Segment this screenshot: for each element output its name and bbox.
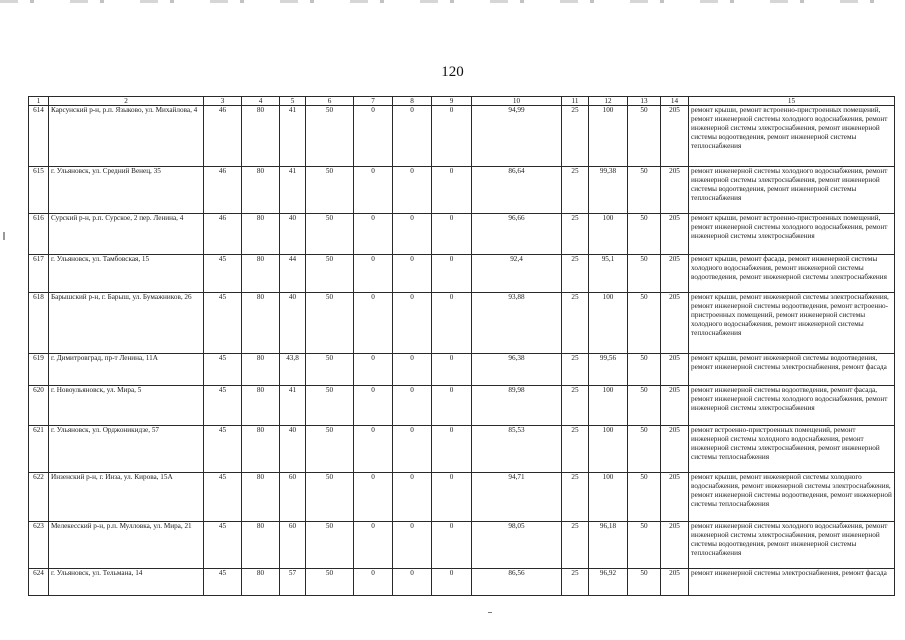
scan-edge-mark <box>3 232 5 240</box>
column-header: 3 <box>204 97 242 106</box>
value-cell: 50 <box>306 293 354 354</box>
value-cell: 25 <box>562 106 589 167</box>
value-cell: 25 <box>562 255 589 293</box>
value-cell: 25 <box>562 167 589 214</box>
value-cell: 50 <box>628 386 661 426</box>
address-cell: Инзенский р-н, г. Инза, ул. Кирова, 15А <box>49 473 204 522</box>
value-cell: 50 <box>306 522 354 569</box>
value-cell: 50 <box>306 214 354 255</box>
table-row <box>29 386 895 426</box>
works-cell: ремонт инженерной системы электроснабжения, ремонт фасада <box>689 569 895 596</box>
value-cell: 50 <box>306 167 354 214</box>
table-row <box>29 354 895 386</box>
value-cell: 100 <box>589 293 628 354</box>
value-cell: 93,88 <box>472 293 562 354</box>
value-cell: 94,71 <box>472 473 562 522</box>
column-header: 10 <box>472 97 562 106</box>
address-cell: г. Ульяновск, ул. Тельмана, 14 <box>49 569 204 596</box>
value-cell: 25 <box>562 293 589 354</box>
value-cell: 99,56 <box>589 354 628 386</box>
column-header: 5 <box>280 97 306 106</box>
value-cell: 40 <box>280 293 306 354</box>
works-cell: ремонт крыши, ремонт встроенно-пристроенных помещений, ремонт инженерной системы холодного водоснабжения, ремонт инженерной системы электроснабжения <box>689 214 895 255</box>
column-header: 13 <box>628 97 661 106</box>
value-cell: 25 <box>562 354 589 386</box>
value-cell: 50 <box>628 167 661 214</box>
value-cell: 80 <box>242 522 280 569</box>
value-cell: 80 <box>242 354 280 386</box>
value-cell: 0 <box>393 255 432 293</box>
value-cell: 0 <box>354 255 393 293</box>
value-cell: 80 <box>242 569 280 596</box>
value-cell: 50 <box>628 426 661 473</box>
value-cell: 57 <box>280 569 306 596</box>
value-cell: 25 <box>562 522 589 569</box>
address-cell: Барышский р-н, г. Барыш, ул. Бумажников, 26 <box>49 293 204 354</box>
value-cell: 95,1 <box>589 255 628 293</box>
value-cell: 205 <box>661 293 689 354</box>
value-cell: 0 <box>432 426 472 473</box>
value-cell: 96,18 <box>589 522 628 569</box>
value-cell: 60 <box>280 473 306 522</box>
value-cell: 205 <box>661 473 689 522</box>
value-cell: 0 <box>432 473 472 522</box>
value-cell: 0 <box>432 354 472 386</box>
column-number-row <box>29 97 895 106</box>
value-cell: 0 <box>432 167 472 214</box>
value-cell: 0 <box>432 522 472 569</box>
address-cell: Сурский р-н, р.п. Сурское, 2 пер. Ленина, 4 <box>49 214 204 255</box>
works-cell: ремонт крыши, ремонт инженерной системы водоотведения, ремонт инженерной системы электроснабжения, ремонт фасада <box>689 354 895 386</box>
repair-registry-table <box>28 96 895 596</box>
column-header: 1 <box>29 97 49 106</box>
value-cell: 86,64 <box>472 167 562 214</box>
value-cell: 96,38 <box>472 354 562 386</box>
row-number: 623 <box>29 522 49 569</box>
value-cell: 0 <box>432 214 472 255</box>
value-cell: 44 <box>280 255 306 293</box>
value-cell: 25 <box>562 426 589 473</box>
value-cell: 92,4 <box>472 255 562 293</box>
value-cell: 0 <box>354 354 393 386</box>
value-cell: 50 <box>628 473 661 522</box>
value-cell: 0 <box>354 569 393 596</box>
value-cell: 45 <box>204 473 242 522</box>
value-cell: 45 <box>204 354 242 386</box>
value-cell: 0 <box>354 386 393 426</box>
scan-top-artifact <box>0 0 905 3</box>
value-cell: 205 <box>661 167 689 214</box>
value-cell: 50 <box>628 214 661 255</box>
value-cell: 0 <box>393 354 432 386</box>
value-cell: 50 <box>306 255 354 293</box>
value-cell: 25 <box>562 569 589 596</box>
row-number: 614 <box>29 106 49 167</box>
address-cell: г. Димитровград, пр-т Ленина, 11А <box>49 354 204 386</box>
value-cell: 60 <box>280 522 306 569</box>
works-cell: ремонт крыши, ремонт встроенно-пристроенных помещений, ремонт инженерной системы холодного водоснабжения, ремонт инженерной системы электроснабжения, ремонт инженерной системы водоотведения, ремонт инженерной системы теплоснабжения <box>689 106 895 167</box>
value-cell: 50 <box>306 386 354 426</box>
value-cell: 205 <box>661 214 689 255</box>
column-header: 15 <box>689 97 895 106</box>
value-cell: 50 <box>628 569 661 596</box>
value-cell: 0 <box>432 106 472 167</box>
value-cell: 205 <box>661 255 689 293</box>
value-cell: 45 <box>204 293 242 354</box>
value-cell: 205 <box>661 426 689 473</box>
row-number: 615 <box>29 167 49 214</box>
value-cell: 0 <box>393 293 432 354</box>
value-cell: 100 <box>589 106 628 167</box>
value-cell: 45 <box>204 426 242 473</box>
value-cell: 0 <box>393 106 432 167</box>
value-cell: 86,56 <box>472 569 562 596</box>
works-cell: ремонт встроенно-пристроенных помещений, ремонт инженерной системы холодного водоснабжения, ремонт инженерной системы электроснабжения, ремонт инженерной системы теплоснабжения <box>689 426 895 473</box>
value-cell: 50 <box>628 354 661 386</box>
value-cell: 41 <box>280 106 306 167</box>
value-cell: 0 <box>354 473 393 522</box>
works-cell: ремонт инженерной системы холодного водоснабжения, ремонт инженерной системы электроснабжения, ремонт инженерной системы водоотведения, ремонт инженерной системы теплоснабжения <box>689 167 895 214</box>
value-cell: 80 <box>242 473 280 522</box>
column-header: 7 <box>354 97 393 106</box>
row-number: 620 <box>29 386 49 426</box>
value-cell: 0 <box>354 522 393 569</box>
value-cell: 45 <box>204 522 242 569</box>
value-cell: 0 <box>393 214 432 255</box>
value-cell: 0 <box>393 167 432 214</box>
value-cell: 25 <box>562 473 589 522</box>
value-cell: 50 <box>628 106 661 167</box>
value-cell: 100 <box>589 386 628 426</box>
table-row <box>29 522 895 569</box>
value-cell: 0 <box>354 167 393 214</box>
value-cell: 0 <box>354 106 393 167</box>
address-cell: г. Новоульяновск, ул. Мира, 5 <box>49 386 204 426</box>
address-cell: г. Ульяновск, ул. Орджоникидзе, 57 <box>49 426 204 473</box>
value-cell: 0 <box>354 293 393 354</box>
value-cell: 41 <box>280 386 306 426</box>
value-cell: 0 <box>393 426 432 473</box>
value-cell: 100 <box>589 426 628 473</box>
works-cell: ремонт крыши, ремонт фасада, ремонт инженерной системы холодного водоснабжения, ремонт инженерной системы водоотведения, ремонт инженерной системы электроснабжения <box>689 255 895 293</box>
value-cell: 50 <box>306 426 354 473</box>
column-header: 6 <box>306 97 354 106</box>
value-cell: 50 <box>628 293 661 354</box>
value-cell: 80 <box>242 386 280 426</box>
value-cell: 45 <box>204 255 242 293</box>
value-cell: 0 <box>354 426 393 473</box>
value-cell: 80 <box>242 214 280 255</box>
column-header: 9 <box>432 97 472 106</box>
row-number: 619 <box>29 354 49 386</box>
value-cell: 0 <box>432 255 472 293</box>
value-cell: 205 <box>661 522 689 569</box>
value-cell: 80 <box>242 293 280 354</box>
table-row <box>29 473 895 522</box>
column-header: 11 <box>562 97 589 106</box>
table-row <box>29 214 895 255</box>
row-number: 621 <box>29 426 49 473</box>
value-cell: 98,05 <box>472 522 562 569</box>
page-number: 120 <box>441 64 464 80</box>
value-cell: 50 <box>306 473 354 522</box>
works-cell: ремонт крыши, ремонт инженерной системы электроснабжения, ремонт инженерной системы водоотведения, ремонт встроенно-пристроенных помещений, ремонт инженерной системы холодного водоснабжения, ремонт инженерной системы теплоснабжения <box>689 293 895 354</box>
value-cell: 50 <box>306 569 354 596</box>
value-cell: 80 <box>242 426 280 473</box>
column-header: 12 <box>589 97 628 106</box>
value-cell: 99,38 <box>589 167 628 214</box>
value-cell: 100 <box>589 214 628 255</box>
address-cell: Мелекесский р-н, р.п. Мулловка, ул. Мира, 21 <box>49 522 204 569</box>
row-number: 618 <box>29 293 49 354</box>
value-cell: 25 <box>562 386 589 426</box>
value-cell: 46 <box>204 214 242 255</box>
table-row <box>29 255 895 293</box>
row-number: 617 <box>29 255 49 293</box>
value-cell: 0 <box>432 386 472 426</box>
works-cell: ремонт инженерной системы холодного водоснабжения, ремонт инженерной системы электроснабжения, ремонт инженерной системы водоотведения, ремонт инженерной системы теплоснабжения <box>689 522 895 569</box>
value-cell: 0 <box>354 214 393 255</box>
value-cell: 96,66 <box>472 214 562 255</box>
value-cell: 0 <box>393 386 432 426</box>
value-cell: 205 <box>661 569 689 596</box>
scan-speck <box>488 612 492 613</box>
value-cell: 40 <box>280 214 306 255</box>
value-cell: 25 <box>562 214 589 255</box>
value-cell: 80 <box>242 255 280 293</box>
value-cell: 205 <box>661 386 689 426</box>
value-cell: 85,53 <box>472 426 562 473</box>
table-row <box>29 293 895 354</box>
value-cell: 45 <box>204 386 242 426</box>
value-cell: 89,98 <box>472 386 562 426</box>
column-header: 8 <box>393 97 432 106</box>
value-cell: 46 <box>204 106 242 167</box>
table-row <box>29 569 895 596</box>
value-cell: 46 <box>204 167 242 214</box>
value-cell: 100 <box>589 473 628 522</box>
address-cell: г. Ульяновск, ул. Средний Венец, 35 <box>49 167 204 214</box>
value-cell: 0 <box>393 522 432 569</box>
value-cell: 80 <box>242 167 280 214</box>
table-row <box>29 106 895 167</box>
column-header: 14 <box>661 97 689 106</box>
row-number: 624 <box>29 569 49 596</box>
value-cell: 50 <box>306 106 354 167</box>
works-cell: ремонт крыши, ремонт инженерной системы холодного водоснабжения, ремонт инженерной системы электроснабжения, ремонт инженерной системы водоотведения, ремонт инженерной системы теплоснабжения <box>689 473 895 522</box>
value-cell: 43,8 <box>280 354 306 386</box>
address-cell: Карсунский р-н, р.п. Языково, ул. Михайлова, 4 <box>49 106 204 167</box>
table-row <box>29 167 895 214</box>
value-cell: 0 <box>393 473 432 522</box>
value-cell: 0 <box>432 293 472 354</box>
table-row <box>29 426 895 473</box>
row-number: 622 <box>29 473 49 522</box>
value-cell: 41 <box>280 167 306 214</box>
works-cell: ремонт инженерной системы водоотведения, ремонт фасада, ремонт инженерной системы холодного водоснабжения, ремонт инженерной системы электроснабжения <box>689 386 895 426</box>
column-header: 2 <box>49 97 204 106</box>
value-cell: 96,92 <box>589 569 628 596</box>
value-cell: 94,99 <box>472 106 562 167</box>
value-cell: 0 <box>393 569 432 596</box>
value-cell: 205 <box>661 106 689 167</box>
address-cell: г. Ульяновск, ул. Тамбовская, 15 <box>49 255 204 293</box>
value-cell: 0 <box>432 569 472 596</box>
value-cell: 50 <box>628 255 661 293</box>
value-cell: 205 <box>661 354 689 386</box>
value-cell: 45 <box>204 569 242 596</box>
row-number: 616 <box>29 214 49 255</box>
value-cell: 50 <box>628 522 661 569</box>
value-cell: 40 <box>280 426 306 473</box>
value-cell: 80 <box>242 106 280 167</box>
value-cell: 50 <box>306 354 354 386</box>
column-header: 4 <box>242 97 280 106</box>
